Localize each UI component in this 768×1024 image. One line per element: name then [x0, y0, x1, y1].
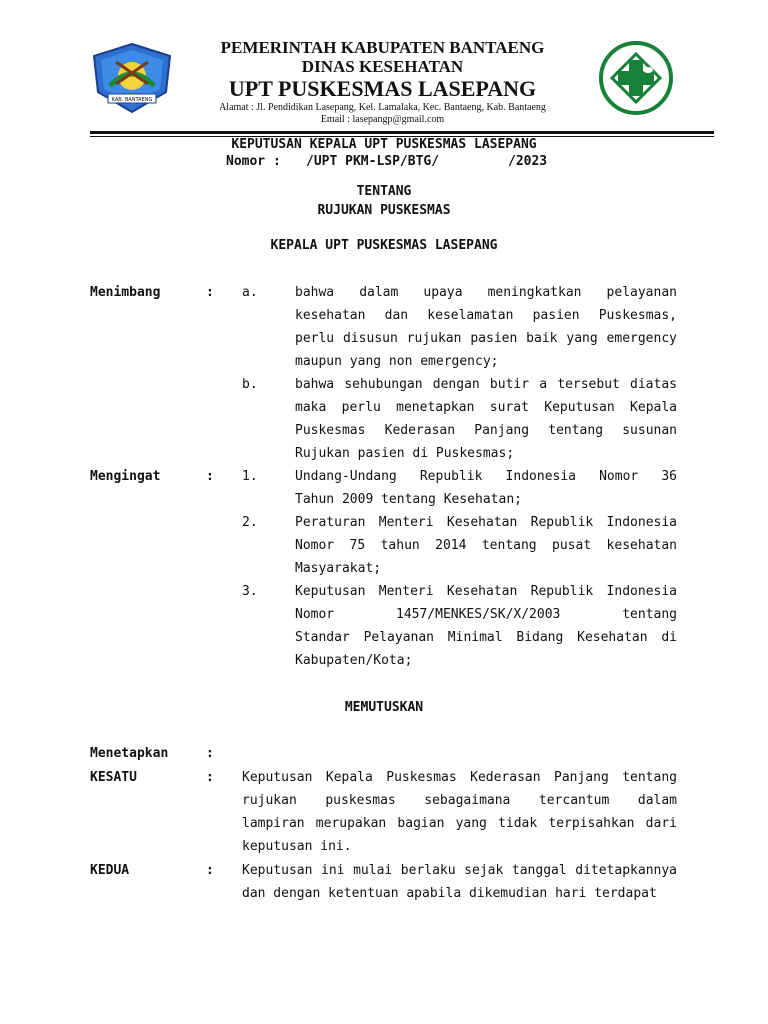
- menetapkan-label: Menetapkan: [90, 746, 169, 761]
- kedua-colon: :: [206, 863, 214, 878]
- text-line: Keputusan Menteri Kesehatan Republik Indonesia: [295, 584, 677, 599]
- text-line: lampiran merupakan bagian yang tidak terpisahkan dari: [242, 816, 677, 831]
- mengingat-item-2: [295, 511, 677, 580]
- kesatu-label: KESATU: [90, 770, 137, 785]
- decree-number-year: /2023: [508, 154, 548, 169]
- text-line: Nomor 1457/MENKES/SK/X/2003 tentang: [295, 607, 677, 622]
- text-line: Keputusan Kepala Puskesmas Kederasan Panjang tentang: [242, 770, 677, 785]
- text-line: rujukan puskesmas sebagaimana tercantum dalam: [242, 793, 677, 808]
- text-line: maupun yang non emergency;: [295, 354, 499, 369]
- mengingat-marker-3: 3.: [242, 584, 258, 599]
- text-line: Keputusan ini mulai berlaku sejak tanggal ditetapkannya: [242, 863, 677, 878]
- menetapkan-colon: :: [206, 746, 214, 761]
- agency-line: DINAS KESEHATAN: [301, 57, 464, 76]
- emblem-ribbon-text: KAB. BANTAENG: [111, 97, 153, 103]
- text-line: Rujukan pasien di Puskesmas;: [295, 446, 515, 461]
- mengingat-item-1: [295, 465, 677, 511]
- text-line: Tahun 2009 tentang Kesehatan;: [295, 492, 522, 507]
- text-line: Standar Pelayanan Minimal Bidang Kesehatan di: [295, 630, 677, 645]
- letterhead-rule-thick: [90, 131, 714, 134]
- text-line: Puskesmas Kederasan Panjang tentang susunan: [295, 423, 677, 438]
- menimbang-item-b: [295, 373, 677, 465]
- government-line: PEMERINTAH KABUPATEN BANTAENG: [220, 38, 545, 57]
- institution-line: UPT PUSKESMAS LASEPANG: [228, 76, 537, 101]
- text-line: Peraturan Menteri Kesehatan Republik Indonesia: [295, 515, 677, 530]
- text-line: Undang-Undang Republik Indonesia Nomor 36: [295, 469, 677, 484]
- puskesmas-logo: [598, 40, 674, 116]
- menimbang-marker-b: b.: [242, 377, 258, 392]
- decree-about: TENTANG: [356, 184, 412, 199]
- menimbang-label: Menimbang: [90, 285, 161, 300]
- mengingat-marker-2: 2.: [242, 515, 258, 530]
- text-line: maka perlu menetapkan surat Keputusan Kepala: [295, 400, 677, 415]
- text-line: kesehatan dan keselamatan pasien Puskesmas,: [295, 308, 677, 323]
- mengingat-marker-1: 1.: [242, 469, 258, 484]
- decree-issuer: KEPALA UPT PUSKESMAS LASEPANG: [270, 238, 498, 253]
- text-line: Nomor 75 tahun 2014 tentang pusat kesehatan: [295, 538, 677, 553]
- text-line: Masyarakat;: [295, 561, 382, 576]
- text-line: Kabupaten/Kota;: [295, 653, 413, 668]
- address-line: Alamat : Jl. Pendidikan Lasepang, Kel. Lamalaka, Kec. Bantaeng, Kab. Bantaeng: [219, 102, 546, 113]
- decree-subject: RUJUKAN PUSKESMAS: [317, 203, 451, 218]
- mengingat-colon: :: [206, 469, 214, 484]
- puskesmas-cross-icon: [598, 40, 674, 116]
- text-line: bahwa dalam upaya meningkatkan pelayanan: [295, 285, 677, 300]
- mengingat-item-3: [295, 580, 677, 672]
- text-line: dan dengan ketentuan apabila dikemudian hari terdapat: [242, 886, 657, 901]
- text-line: bahwa sehubungan dengan butir a tersebut diatas: [295, 377, 677, 392]
- mengingat-label: Mengingat: [90, 469, 161, 484]
- decree-title: KEPUTUSAN KEPALA UPT PUSKESMAS LASEPANG: [231, 137, 537, 152]
- text-line: perlu disusun rujukan pasien baik yang emergency: [295, 331, 677, 346]
- email-line: Email : lasepangp@gmail.com: [320, 114, 445, 125]
- menimbang-colon: :: [206, 285, 214, 300]
- kesatu-text: [242, 766, 677, 858]
- menimbang-marker-a: a.: [242, 285, 258, 300]
- kesatu-colon: :: [206, 770, 214, 785]
- menimbang-item-a: [295, 281, 677, 373]
- kedua-label: KEDUA: [90, 863, 130, 878]
- decree-number-value: /UPT PKM-LSP/BTG/: [306, 154, 440, 169]
- memutuskan-heading: MEMUTUSKAN: [344, 700, 424, 715]
- decree-number-label: Nomor :: [226, 154, 281, 169]
- kedua-text: [242, 859, 677, 905]
- text-line: keputusan ini.: [242, 839, 352, 854]
